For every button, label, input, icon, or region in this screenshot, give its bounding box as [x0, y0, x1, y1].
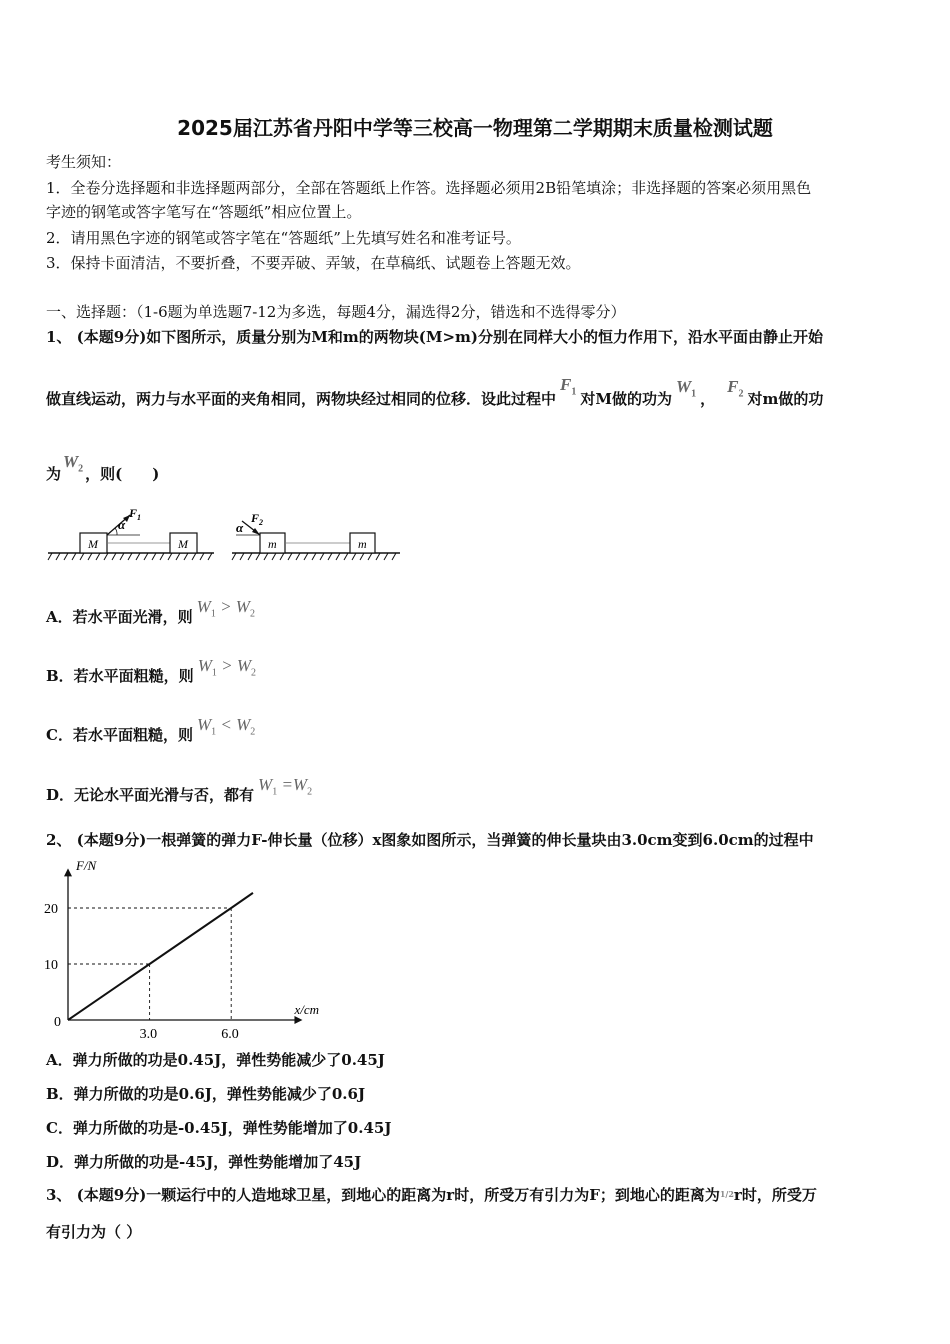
- notice-item-1-cont: 字迹的钢笔或答字笔写在“答题纸”相应位置上。: [46, 203, 362, 221]
- q1-stem-line2: [46, 375, 824, 416]
- y-axis-label: F/N: [76, 858, 97, 873]
- q3-stem-line1: 3、 (本题9分)一颗运行中的人造地球卫星，到地心的距离为r时，所受万有引力为F；到地心的距离为$^{1/2}$r时，所受万: [46, 1186, 817, 1204]
- origin-label: 0: [54, 1015, 61, 1030]
- y-axis-arrow: [64, 868, 72, 876]
- q1-option-b[interactable]: B．若水平面粗糙，则$W_1 > W_2$: [46, 656, 257, 685]
- q1-figure: [46, 505, 402, 567]
- alpha-label-1: α: [118, 517, 126, 532]
- q3-stem-line2: 有引力为（ ）: [46, 1223, 142, 1241]
- q1-text-d: 为: [46, 465, 62, 483]
- y-tick-label: 10: [44, 958, 58, 973]
- x-axis-arrow: [294, 1016, 302, 1024]
- notice-item-1: 1．全卷分选择题和非选择题两部分，全部在答题纸上作答。选择题必须用2B铅笔填涂；非选择题的答案必须用黑色: [46, 179, 812, 197]
- q2-stem: 2、 (本题9分)一根弹簧的弹力F-伸长量（位移）x图象如图所示，当弹簧的伸长量块由3.0cm变到6.0cm的过程中: [46, 831, 814, 849]
- q1-text-b: 对M做的功为: [580, 390, 672, 408]
- q3-fraction: 1/2: [719, 1189, 734, 1199]
- alpha-label-2: α: [236, 520, 244, 535]
- x-tick-label: 3.0: [139, 1027, 158, 1040]
- q1-option-c-formula: $W_1 < W_2$: [196, 715, 256, 738]
- q2-option-c[interactable]: C．弹力所做的功是-0.45J，弹性势能增加了0.45J: [46, 1119, 392, 1137]
- block-m-start-label: m: [268, 537, 277, 551]
- q1-option-a[interactable]: A．若水平面光滑，则$W_1 > W_2$: [46, 597, 255, 626]
- x-axis-label: x/cm: [294, 1002, 320, 1017]
- notice-item-3: 3．保持卡面清洁，不要折叠，不要弄破、弄皱，在草稿纸、试题卷上答题无效。: [46, 254, 581, 272]
- q1-option-a-formula: $W_1 > W_2$: [196, 597, 255, 620]
- block-m-end-label: m: [358, 537, 367, 551]
- force-label-F2: $F_2$: [251, 511, 264, 527]
- q1-text-sep: ，: [700, 390, 716, 408]
- q1-text-e: ，则( ): [85, 465, 160, 483]
- x-tick-label: 6.0: [221, 1027, 239, 1040]
- q1-symbol-W2: $W_2$: [63, 452, 84, 475]
- section-heading: 一、选择题：（1-6题为单选题7-12为多选，每题4分，漏选得2分，错选和不选得零分）: [46, 303, 626, 321]
- q1-option-b-formula: $W_1 > W_2$: [197, 656, 257, 679]
- q1-option-d-formula: $W_1 =W_2$: [258, 775, 313, 798]
- series-line: [68, 893, 253, 1020]
- block-M-end-label: M: [178, 537, 188, 551]
- q1-stem-line3: [46, 452, 160, 491]
- q2-option-a[interactable]: A．弹力所做的功是0.45J，弹性势能减少了0.45J: [46, 1051, 385, 1069]
- y-tick-label: 20: [44, 902, 58, 917]
- q2-option-b[interactable]: B．弹力所做的功是0.6J，弹性势能减少了0.6J: [46, 1085, 366, 1103]
- q1-option-d[interactable]: D．无论水平面光滑与否，都有$W_1 =W_2$: [46, 775, 313, 804]
- q2-option-d[interactable]: D．弹力所做的功是-45J，弹性势能增加了45J: [46, 1153, 362, 1171]
- q2-chart: [40, 852, 330, 1040]
- block-M-start-label: M: [88, 537, 98, 551]
- force-label-F1: $F_1$: [129, 506, 142, 522]
- q1-symbol-F2: $F_2$: [727, 377, 744, 400]
- notice-item-2: 2．请用黑色字迹的钢笔或答字笔在“答题纸”上先填写姓名和准考证号。: [46, 229, 521, 247]
- q1-stem-line1: 1、 (本题9分)如下图所示，质量分别为M和m的两物块(M>m)分别在同样大小的恒力作用下，沿水平面由静止开始: [46, 328, 824, 346]
- q1-symbol-W1: $W_1$: [675, 377, 697, 400]
- q1-text-a: 做直线运动，两力与水平面的夹角相同，两物块经过相同的位移．设此过程中: [46, 390, 557, 408]
- page-title: 2025届江苏省丹阳中学等三校高一物理第二学期期末质量检测试题: [177, 116, 773, 140]
- q1-option-c[interactable]: C．若水平面粗糙，则$W_1 < W_2$: [46, 715, 256, 744]
- q1-text-c: 对m做的功: [747, 390, 824, 408]
- notice-heading: 考生须知：: [46, 153, 122, 171]
- q1-symbol-F1: $F_1$: [560, 375, 577, 398]
